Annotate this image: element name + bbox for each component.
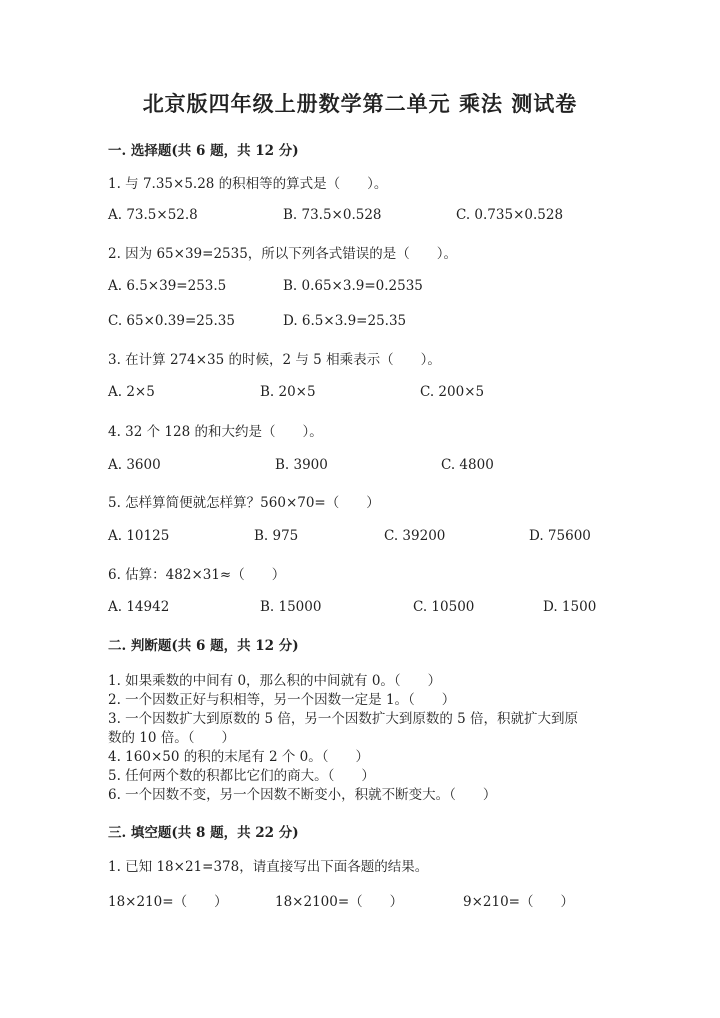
judge-item: 2. 一个因数正好与积相等，另一个因数一定是 1。（ ） [108,692,456,708]
option-c: C. 10500 [413,599,475,615]
section-heading-fill: 三. 填空题(共 8 题，共 22 分) [108,825,299,841]
judge-item-continued: 数的 10 倍。（ ） [108,730,236,746]
question-text: 5. 怎样算简便就怎样算？560×70=（ ） [108,495,380,511]
option-b: B. 0.65×3.9=0.2535 [283,278,423,294]
option-c: C. 4800 [441,457,494,473]
question-text: 1. 与 7.35×5.28 的积相等的算式是（ ）。 [108,176,388,192]
judge-item: 3. 一个因数扩大到原数的 5 倍，另一个因数扩大到原数的 5 倍，积就扩大到原 [108,711,579,727]
option-a: A. 6.5×39=253.5 [108,278,227,294]
page-title: 北京版四年级上册数学第二单元 乘法 测试卷 [142,91,578,116]
option-a: A. 14942 [108,599,170,615]
question-text: 4. 32 个 128 的和大约是（ ）。 [108,424,323,440]
judge-item: 1. 如果乘数的中间有 0，那么积的中间就有 0。（ ） [108,673,442,689]
option-c: C. 39200 [384,528,446,544]
option-d: D. 6.5×3.9=25.35 [283,313,407,329]
option-b: B. 73.5×0.528 [283,207,382,223]
judge-item: 5. 任何两个数的积都比它们的商大。（ ） [108,768,375,784]
section-heading-judge: 二. 判断题(共 6 题，共 12 分) [108,638,299,654]
option-a: A. 10125 [108,528,170,544]
option-b: B. 975 [254,528,299,544]
option-b: B. 3900 [275,457,328,473]
section-heading-choice: 一. 选择题(共 6 题，共 12 分) [108,143,299,159]
question-text: 3. 在计算 274×35 的时候，2 与 5 相乘表示（ ）。 [108,352,441,368]
question-text: 1. 已知 18×21=378，请直接写出下面各题的结果。 [108,859,429,875]
question-text: 2. 因为 65×39=2535，所以下列各式错误的是（ ）。 [108,246,458,262]
fill-blank-item: 18×210=（ ） [108,894,228,910]
option-d: D. 1500 [543,599,597,615]
option-a: A. 73.5×52.8 [108,207,198,223]
option-b: B. 20×5 [260,384,316,400]
question-text: 6. 估算：482×31≈（ ） [108,567,286,583]
fill-blank-item: 18×2100=（ ） [275,894,404,910]
option-c: C. 65×0.39=25.35 [108,313,235,329]
option-c: C. 200×5 [420,384,485,400]
fill-blank-item: 9×210=（ ） [463,894,574,910]
judge-item: 6. 一个因数不变，另一个因数不断变小，积就不断变大。（ ） [108,787,497,803]
option-d: D. 75600 [529,528,591,544]
option-a: A. 2×5 [108,384,155,400]
judge-item: 4. 160×50 的积的末尾有 2 个 0。（ ） [108,749,370,765]
option-c: C. 0.735×0.528 [456,207,564,223]
option-a: A. 3600 [108,457,161,473]
option-b: B. 15000 [260,599,322,615]
